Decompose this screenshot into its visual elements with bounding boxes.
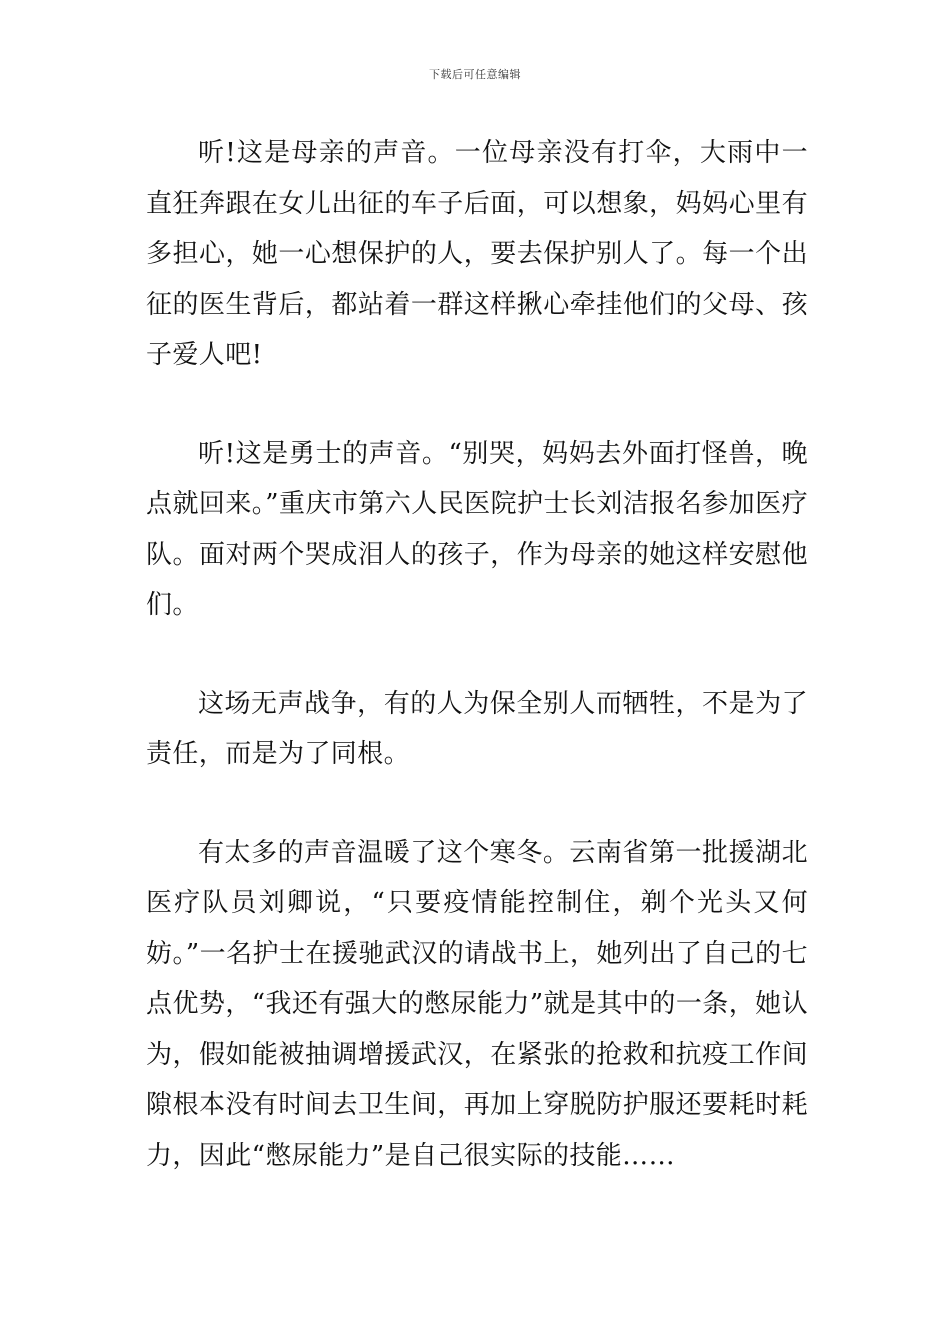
document-body bbox=[146, 128, 808, 1181]
paragraph-mother-voice: 听!这是母亲的声音。一位母亲没有打伞，大雨中一直狂奔跟在女儿出征的车子后面，可以想象，妈妈心里有多担心，她一心想保护的人，要去保护别人了。每一个出征的医生背后，都站着一群这样揪心牵挂他们的父母、孩子爱人吧! bbox=[146, 138, 808, 370]
paragraph-gap bbox=[146, 780, 808, 828]
paragraph-warrior-voice: 听!这是勇士的声音。“别哭，妈妈去外面打怪兽，晚点就回来。”重庆市第六人民医院护士长刘洁报名参加医疗队。面对两个哭成泪人的孩子，作为母亲的她这样安慰他们。 bbox=[146, 438, 808, 620]
page-header: 下载后可任意编辑 bbox=[429, 68, 521, 81]
paragraph-gap bbox=[146, 631, 808, 679]
paragraph-warm-voices: 有太多的声音温暖了这个寒冬。云南省第一批援湖北医疗队员刘卿说，“只要疫情能控制住，剃个光头又何妨。”一名护士在援驰武汉的请战书上，她列出了自己的七点优势，“我还有强大的憋尿能力”就是其中的一条，她认为，假如能被抽调增援武汉，在紧张的抢救和抗疫工作间隙根本没有时间去卫生间，再加上穿脱防护服还要耗时耗力，因此“憋尿能力”是自己很实际的技能…… bbox=[146, 837, 808, 1171]
paragraph-gap bbox=[146, 381, 808, 429]
paragraph-silent-war: 这场无声战争，有的人为保全别人而牺牲，不是为了责任，而是为了同根。 bbox=[146, 688, 808, 769]
